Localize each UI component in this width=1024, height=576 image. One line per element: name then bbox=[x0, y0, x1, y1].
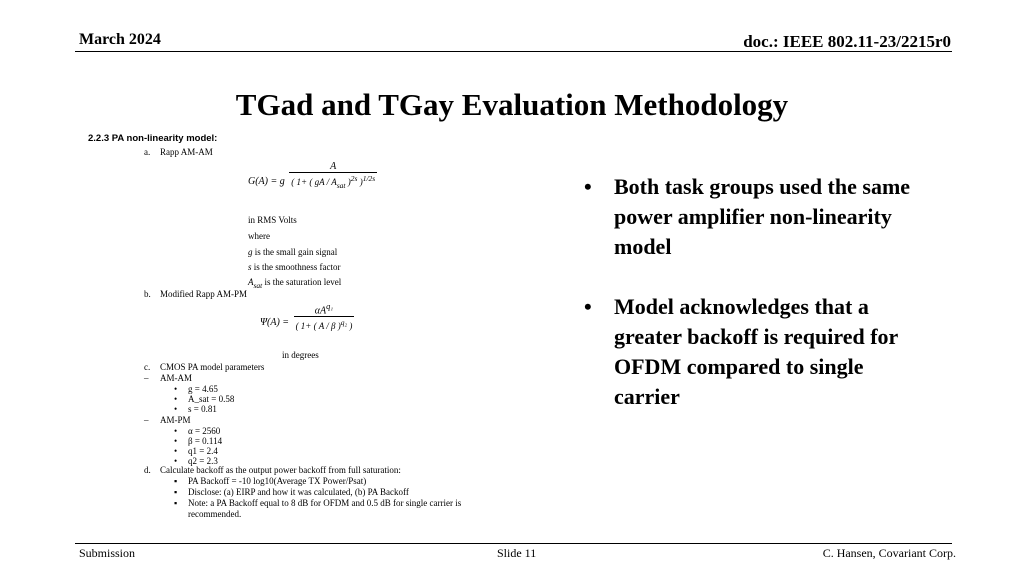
item-c-title: CMOS PA model parameters bbox=[160, 362, 265, 372]
amam-label: AM-AM bbox=[160, 373, 193, 383]
footer-divider bbox=[75, 543, 952, 544]
amam-param-bullet: • bbox=[174, 384, 178, 394]
def-asat: $A_{sat}$ is the saturation level bbox=[248, 277, 342, 290]
d-item-bullet: ▪ bbox=[174, 487, 178, 497]
item-b-label: b. bbox=[144, 289, 151, 299]
header-date: March 2024 bbox=[79, 31, 161, 48]
d-item-disclose: Disclose: (a) EIRP and how it was calculated, (b) PA Backoff bbox=[188, 487, 409, 497]
ampm-param-bullet: • bbox=[174, 436, 178, 446]
d-item-note: Note: a PA Backoff equal to 8 dB for OFDM and 0.5 dB for single carrier is bbox=[188, 498, 462, 508]
item-d-title: Calculate backoff as the output power backoff from full saturation: bbox=[160, 465, 401, 475]
bullet-text: Both task groups used the same power amplifier non-linearity model bbox=[614, 174, 911, 259]
ampm-param-q1: q1 = 2.4 bbox=[188, 446, 218, 456]
footer-author: C. Hansen, Covariant Corp. bbox=[822, 546, 956, 560]
ampm-param-bullet: • bbox=[174, 426, 178, 436]
where-label: where bbox=[248, 231, 270, 241]
units-degrees: in degrees bbox=[282, 350, 319, 360]
ampm-param-q2: q2 = 2.3 bbox=[188, 456, 218, 466]
ampm-param-bullet: • bbox=[174, 446, 178, 456]
bullet-item bbox=[584, 292, 924, 412]
bullet-dot-icon: • bbox=[584, 174, 592, 199]
slide-title: TGad and TGay Evaluation Methodology bbox=[235, 87, 789, 122]
bullet-text: Model acknowledges that a greater backoff is required for OFDM compared to single carrier bbox=[614, 294, 898, 409]
ampm-param-beta: β = 0.114 bbox=[188, 436, 223, 446]
amam-param-s: s = 0.81 bbox=[188, 404, 217, 414]
def-s-text: is the smoothness factor bbox=[253, 262, 341, 272]
bullet-dot-icon: • bbox=[584, 294, 592, 319]
rapp-am-am-equation: G(A) = g $\frac{A}{( 1+ ( gA / A_{sat} )^{2s} )^{1/2s}}$ bbox=[248, 161, 376, 190]
def-g-text: is the small gain signal bbox=[254, 247, 338, 257]
d-item-bullet: ▪ bbox=[174, 476, 178, 486]
def-g: g is the small gain signal bbox=[248, 247, 338, 257]
ampm-label: AM-PM bbox=[160, 415, 191, 425]
item-a-title: Rapp AM-AM bbox=[160, 147, 213, 157]
section-heading: 2.2.3 PA non-linearity model: bbox=[88, 133, 218, 144]
amam-param-asat: A_sat = 0.58 bbox=[188, 394, 235, 404]
footer-submission: Submission bbox=[79, 546, 136, 560]
bullet-item bbox=[584, 172, 924, 262]
item-d-label: d. bbox=[144, 465, 151, 475]
ampm-dash: – bbox=[144, 415, 149, 425]
amam-dash: – bbox=[144, 373, 149, 383]
document-excerpt bbox=[88, 131, 488, 523]
footer-slide-number: Slide 11 bbox=[497, 546, 537, 560]
amam-param-bullet: • bbox=[174, 404, 178, 414]
item-b-title: Modified Rapp AM-PM bbox=[160, 289, 248, 299]
rapp-am-pm-equation: Ψ(A) = $\frac{\alpha A^{q_1}}{( 1+ ( A / \beta )^{q_2} )}$ bbox=[260, 302, 353, 332]
item-a-label: a. bbox=[144, 147, 151, 157]
header-divider bbox=[75, 51, 952, 52]
amam-param-bullet: • bbox=[174, 394, 178, 404]
d-item-backoff: PA Backoff = -10 log10(Average TX Power/Psat) bbox=[188, 476, 367, 486]
units-rms: in RMS Volts bbox=[248, 215, 297, 225]
ampm-param-bullet: • bbox=[174, 456, 178, 466]
def-s: s is the smoothness factor bbox=[248, 262, 341, 272]
d-item-note-cont: recommended. bbox=[188, 509, 242, 519]
bullet-list bbox=[584, 172, 924, 442]
d-item-bullet: ▪ bbox=[174, 498, 178, 508]
def-asat-text: is the saturation level bbox=[264, 277, 342, 287]
ampm-param-alpha: α = 2560 bbox=[188, 426, 221, 436]
header-doc-id: doc.: IEEE 802.11-23/2215r0 bbox=[743, 32, 951, 51]
item-c-label: c. bbox=[144, 362, 151, 372]
amam-param-g: g = 4.65 bbox=[188, 384, 218, 394]
